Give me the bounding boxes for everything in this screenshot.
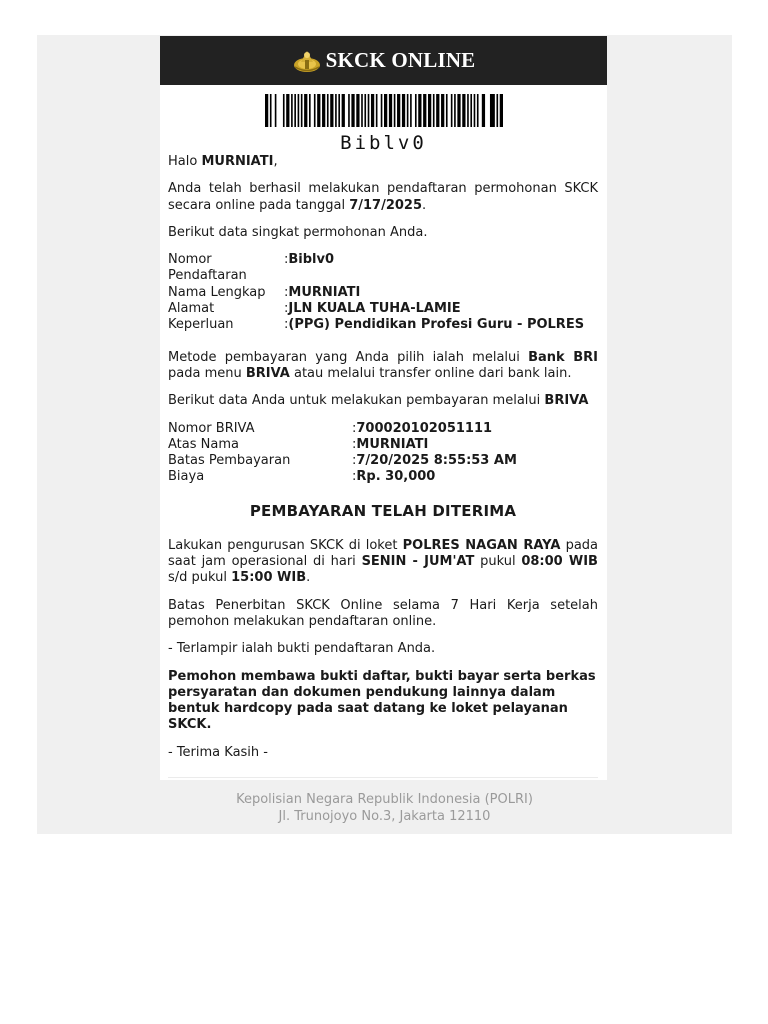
barcode-bar [393,94,395,127]
email-background [37,35,732,834]
barcode-bar [401,94,404,127]
barcode-bar [441,94,444,127]
footer-address: Jl. Trunojoyo No.3, Jakarta 12110 [278,808,491,824]
barcode-bar [410,94,412,127]
barcode-bar [356,94,359,127]
closing-text: - Terima Kasih - [168,744,268,760]
registration-date: 7/17/2025 [349,197,423,213]
registration-table [168,252,584,333]
table-row: Atas Nama : MURNIATI [168,436,429,452]
table-row: Biaya : Rp. 30,000 [168,469,517,485]
table-row: Batas Pembayaran : 7/20/2025 8:55:53 AM [168,453,517,469]
barcode-bar [476,94,478,127]
table-row: Alamat : JLN KUALA TUHA-LAMIE [168,301,461,317]
payment-method-paragraph: Metode pembayaran yang Anda pilih ialah melalui Bank BRI pada menu BRIVA atau melalui transfer online dari bank lain. [168,349,598,381]
barcode-text: Biblv0 [340,132,427,154]
barcode-bar [473,94,475,127]
barcode-bars [265,94,503,127]
barcode-bar [322,94,325,127]
table-row: Nomor Pendaftaran : Biblv0 [168,252,584,285]
registration-number: Biblv0 [288,252,335,268]
bring-documents-note: Pemohon membawa bukti daftar, bukti bayar serta berkas persyaratan dan dokumen pendukung lainnya dalam bentuk hardcopy pada saat datang ke loket pelayanan SKCK. [168,668,596,733]
header-title: SKCK ONLINE [325,48,476,72]
barcode-bar [351,94,354,127]
barcode-bar [282,94,284,127]
barcode-bar [361,94,363,127]
barcode-bar [265,94,268,127]
email-body [160,154,607,777]
barcode-bar [309,94,311,127]
intro-paragraph: Anda telah berhasil melakukan pendaftaran permohonan SKCK secara online pada tanggal 7/17/2025. [168,181,598,213]
barcode-bar [269,94,271,127]
barcode-bar [445,94,447,127]
table-row: Nomor BRIVA : 700020102051111 [168,421,517,437]
barcode-bar [481,94,484,127]
payment-status-heading: PEMBAYARAN TELAH DITERIMA [249,501,517,520]
barcode-bar [457,94,460,127]
footer [37,792,732,825]
barcode-bar [300,94,302,127]
summary-intro: Berikut data singkat permohonan Anda. [168,224,428,240]
briva-number: 700020102051111 [356,420,493,436]
barcode-bar [348,94,350,127]
payment-intro: Berikut data Anda untuk melakukan pembayaran melalui BRIVA [168,393,589,409]
attachment-note: - Terlampir ialah bukti pendaftaran Anda. [168,641,436,657]
barcode-bar [330,94,333,127]
payment-deadline: 7/20/2025 8:55:53 AM [356,453,517,469]
barcode-bar [450,94,452,127]
barcode-bar [291,94,293,127]
barcode-bar [489,94,494,127]
barcode-bar [436,94,439,127]
barcode-bar [388,94,391,127]
barcode-bar [313,94,315,127]
table-row: Nama Lengkap : MURNIATI [168,284,361,300]
greeting: Halo MURNIATI, [168,154,278,169]
barcode-bar [338,94,340,127]
divider [168,777,598,778]
barcode-bar [380,94,382,127]
barcode-bar [406,94,408,127]
barcode-bar [423,94,426,127]
barcode-bar [341,94,344,127]
barcode-bar [304,94,307,127]
barcode [160,85,607,154]
deadline-note: Batas Penerbitan SKCK Online selama 7 Hari Kerja setelah pemohon melakukan pendaftaran online. [168,597,598,629]
barcode-bar [326,94,328,127]
barcode-bar [418,94,421,127]
barcode-bar [499,94,502,127]
barcode-bar [294,94,296,127]
barcode-bar [428,94,431,127]
barcode-bar [432,94,434,127]
barcode-bar [470,94,472,127]
barcode-bar [297,94,299,127]
applicant-name: MURNIATI [201,154,274,169]
barcode-bar [462,94,465,127]
barcode-bar [364,94,366,127]
instructions-paragraph: Lakukan pengurusan SKCK di loket POLRES NAGAN RAYA pada saat jam operasional di hari SENIN - JUM'AT pukul 08:00 WIB s/d pukul 15:00 WIB. [168,537,599,586]
header-bar [160,36,607,85]
footer-org: Kepolisian Negara Republik Indonesia (POLRI) [236,792,533,807]
barcode-bar [454,94,456,127]
table-row: Keperluan : (PPG) Pendidikan Profesi Guru - POLRES [168,317,585,333]
barcode-bar [367,94,369,127]
barcode-bar [496,94,498,127]
barcode-bar [414,94,416,127]
barcode-bar [370,94,373,127]
police-emblem-icon [292,48,322,74]
barcode-bar [467,94,469,127]
barcode-bar [375,94,377,127]
barcode-bar [286,94,289,127]
barcode-bar [397,94,400,127]
barcode-bar [317,94,320,127]
header-logo [292,48,476,74]
barcode-bar [335,94,337,127]
barcode-bar [274,94,276,127]
payment-fee: Rp. 30,000 [356,469,436,485]
barcode-bar [384,94,387,127]
email-card [160,36,607,780]
payment-table [168,421,517,486]
